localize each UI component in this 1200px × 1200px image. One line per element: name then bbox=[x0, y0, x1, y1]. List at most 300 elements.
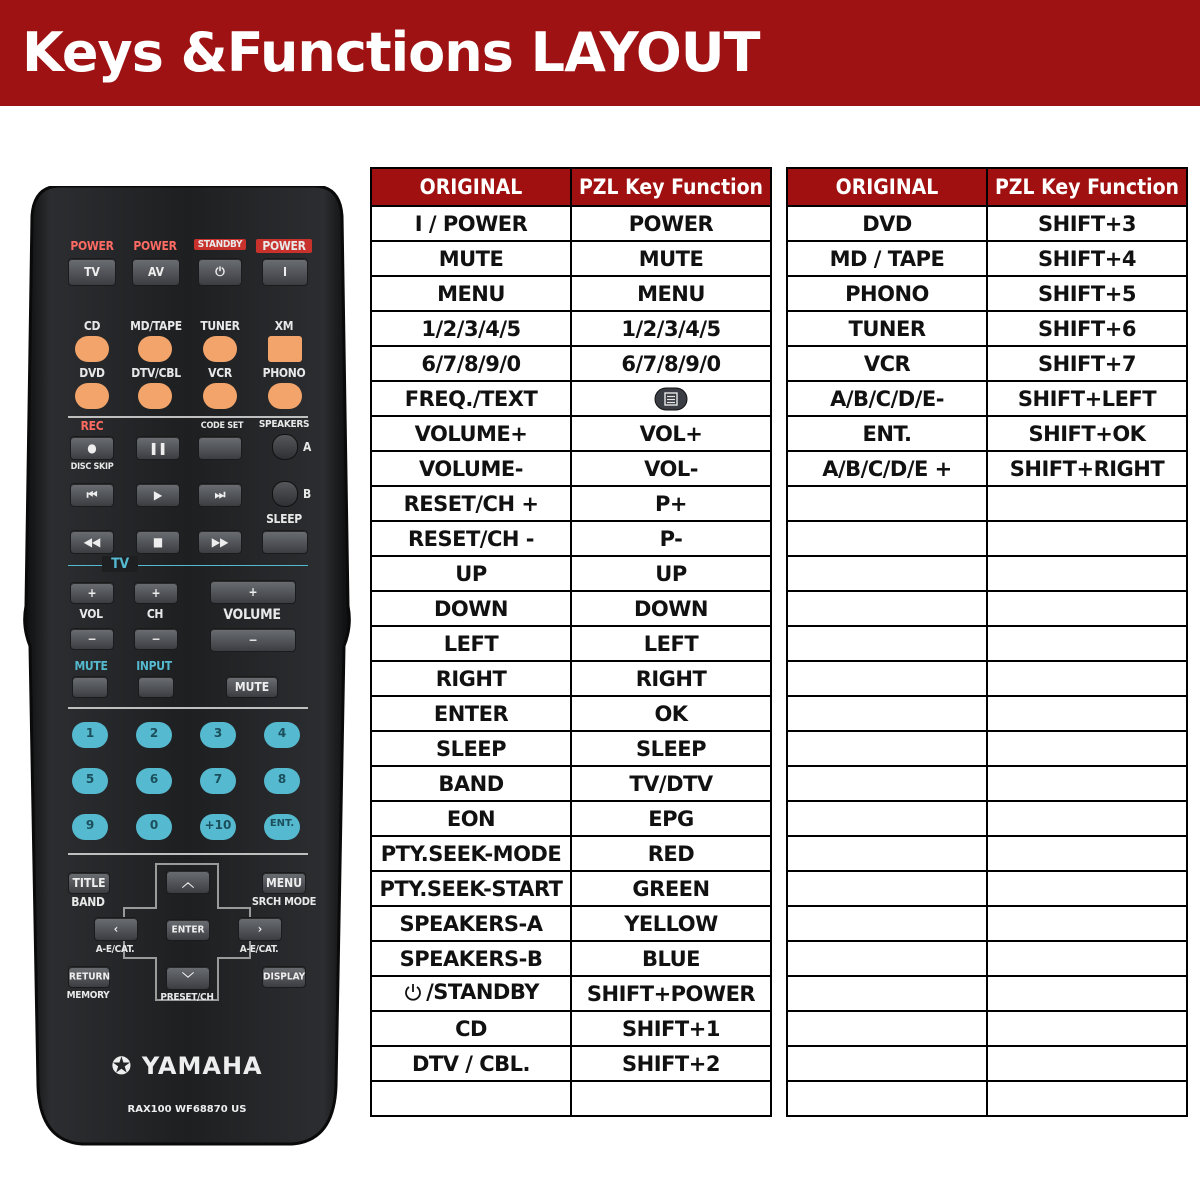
original-key-text: CD bbox=[455, 1016, 487, 1041]
number-key-0[interactable] bbox=[136, 814, 172, 840]
table-row bbox=[787, 591, 1187, 626]
table-row bbox=[371, 626, 771, 661]
number-key-1-label: 1 bbox=[85, 726, 95, 740]
right-button[interactable] bbox=[238, 917, 282, 941]
number-key-7-label: 7 bbox=[213, 772, 223, 786]
number-key-5-label: 5 bbox=[85, 772, 95, 786]
xm-button[interactable] bbox=[268, 336, 302, 362]
ch-label: CH bbox=[146, 607, 164, 621]
table-row bbox=[371, 206, 771, 241]
pzl-function-cell bbox=[987, 626, 1187, 661]
original-key-cell bbox=[371, 1046, 571, 1081]
standby-icon: ⏻ bbox=[215, 264, 225, 279]
pzl-function-cell bbox=[987, 976, 1187, 1011]
original-key-cell bbox=[787, 206, 987, 241]
pzl-function-cell bbox=[571, 521, 771, 556]
original-key-cell bbox=[787, 486, 987, 521]
table-row bbox=[371, 731, 771, 766]
pzl-function-cell bbox=[987, 801, 1187, 836]
original-key-text: RESET/CH + bbox=[403, 491, 539, 516]
original-key-text: MD / TAPE bbox=[829, 246, 945, 271]
pzl-function-cell bbox=[571, 381, 771, 416]
original-key-cell bbox=[371, 486, 571, 521]
pzl-function-cell bbox=[571, 1046, 771, 1081]
original-key-cell bbox=[787, 871, 987, 906]
table-row bbox=[787, 1046, 1187, 1081]
table-row bbox=[787, 311, 1187, 346]
pzl-function-cell bbox=[571, 661, 771, 696]
power-av-button-label: AV bbox=[148, 265, 164, 279]
tv-section-label: TV bbox=[102, 556, 138, 572]
pzl-function-cell bbox=[987, 451, 1187, 486]
table-row bbox=[371, 1011, 771, 1046]
power-on-label: POWER bbox=[256, 239, 312, 253]
enter-button-label: ENTER bbox=[171, 924, 205, 936]
original-key-text: A/B/C/D/E + bbox=[822, 456, 952, 481]
pzl-function-cell bbox=[987, 766, 1187, 801]
pzl-function-text: GREEN bbox=[632, 876, 710, 901]
table-row bbox=[787, 556, 1187, 591]
tv-input-label: INPUT bbox=[136, 659, 172, 673]
table-header-row bbox=[371, 168, 771, 206]
original-key-cell bbox=[787, 591, 987, 626]
pzl-function-text: P+ bbox=[655, 491, 687, 516]
original-key-cell bbox=[787, 626, 987, 661]
number-key-5[interactable] bbox=[72, 768, 108, 794]
pzl-function-cell bbox=[987, 836, 1187, 871]
table-row bbox=[371, 311, 771, 346]
table-row bbox=[371, 591, 771, 626]
number-key-8-label: 8 bbox=[277, 772, 287, 786]
table-row bbox=[371, 451, 771, 486]
original-key-text: SPEAKERS-A bbox=[399, 911, 543, 936]
original-key-cell bbox=[371, 731, 571, 766]
tv-mute-button[interactable] bbox=[72, 676, 108, 698]
stop-button[interactable] bbox=[136, 530, 180, 554]
mute-button-label: MUTE bbox=[234, 680, 270, 694]
number-key-plus10-label: +10 bbox=[204, 818, 232, 832]
dvd-button[interactable] bbox=[75, 383, 109, 409]
original-key-cell bbox=[371, 661, 571, 696]
number-key-9-label: 9 bbox=[85, 818, 95, 832]
table-row bbox=[371, 276, 771, 311]
phono-button[interactable] bbox=[268, 383, 302, 409]
table-row bbox=[371, 521, 771, 556]
pzl-function-cell bbox=[987, 731, 1187, 766]
original-key-text: I / POWER bbox=[414, 211, 528, 236]
number-key-plus10[interactable] bbox=[200, 814, 236, 840]
table-row bbox=[787, 766, 1187, 801]
number-key-ent-label: ENT. bbox=[269, 818, 295, 829]
original-key-cell bbox=[371, 836, 571, 871]
original-key-cell bbox=[787, 661, 987, 696]
mute-button[interactable] bbox=[226, 676, 278, 698]
table-row bbox=[787, 626, 1187, 661]
original-key-text: LEFT bbox=[443, 631, 499, 656]
table-row bbox=[371, 556, 771, 591]
original-key-cell bbox=[787, 451, 987, 486]
cd-label: CD bbox=[83, 319, 101, 333]
pzl-function-cell bbox=[987, 521, 1187, 556]
original-key-cell bbox=[787, 241, 987, 276]
number-key-7[interactable] bbox=[200, 768, 236, 794]
original-key-text: MENU bbox=[437, 281, 505, 306]
display-button-label: DISPLAY bbox=[263, 971, 306, 983]
pzl-function-text: EPG bbox=[648, 806, 694, 831]
minus-icon: − bbox=[151, 632, 161, 646]
original-key-cell bbox=[787, 836, 987, 871]
ae-cat-right-label: A-E/CAT. bbox=[239, 944, 279, 955]
table-row bbox=[371, 346, 771, 381]
original-key-cell bbox=[371, 416, 571, 451]
stop-icon: ■ bbox=[152, 535, 164, 549]
minus-icon: − bbox=[248, 633, 258, 647]
table-row bbox=[371, 661, 771, 696]
pzl-function-cell bbox=[571, 941, 771, 976]
play-button[interactable] bbox=[136, 483, 180, 507]
enter-button[interactable] bbox=[166, 919, 210, 941]
code-set-label: CODE SET bbox=[200, 421, 244, 431]
md-tape-button[interactable] bbox=[138, 336, 172, 362]
pzl-function-text: SHIFT+LEFT bbox=[1017, 386, 1157, 411]
power-on-button-label: I bbox=[282, 265, 287, 279]
number-key-8[interactable] bbox=[264, 768, 300, 794]
table-row bbox=[371, 1081, 771, 1116]
pzl-function-cell bbox=[987, 486, 1187, 521]
pzl-function-cell bbox=[987, 311, 1187, 346]
pzl-function-cell bbox=[571, 486, 771, 521]
original-key-cell bbox=[371, 941, 571, 976]
skip-forward-icon: ⏭ bbox=[214, 487, 226, 502]
speaker-a-label: A bbox=[302, 440, 312, 454]
pzl-function-cell bbox=[571, 731, 771, 766]
plus-icon: + bbox=[151, 586, 161, 600]
tv-ch-down-button[interactable] bbox=[134, 628, 178, 650]
pzl-function-cell bbox=[987, 871, 1187, 906]
pzl-function-cell bbox=[571, 696, 771, 731]
ae-cat-left-label: A-E/CAT. bbox=[95, 944, 135, 955]
pzl-function-text: 1/2/3/4/5 bbox=[621, 316, 721, 341]
up-button[interactable] bbox=[166, 870, 210, 894]
pzl-function-cell bbox=[987, 556, 1187, 591]
divider-1 bbox=[68, 416, 308, 418]
table-row bbox=[787, 206, 1187, 241]
original-key-text: MUTE bbox=[438, 246, 504, 271]
pzl-function-cell bbox=[987, 346, 1187, 381]
original-key-text: SLEEP bbox=[435, 736, 507, 761]
standby-button[interactable] bbox=[198, 258, 242, 286]
original-key-cell bbox=[787, 1081, 987, 1116]
pzl-function-text: SHIFT+2 bbox=[622, 1051, 720, 1076]
pzl-function-text: SHIFT+1 bbox=[622, 1016, 720, 1041]
pzl-function-cell bbox=[987, 381, 1187, 416]
pzl-function-text: LEFT bbox=[643, 631, 699, 656]
power-tv-button-label: TV bbox=[84, 265, 100, 279]
table-row bbox=[371, 871, 771, 906]
power-tv-button[interactable] bbox=[68, 258, 116, 286]
power-on-button[interactable] bbox=[262, 258, 308, 286]
menu-button-label: MENU bbox=[266, 876, 302, 890]
pzl-function-cell bbox=[571, 836, 771, 871]
band-label: BAND bbox=[71, 895, 105, 909]
fast-forward-icon: ▶▶ bbox=[211, 535, 229, 549]
number-key-6[interactable] bbox=[136, 768, 172, 794]
number-key-1[interactable] bbox=[72, 722, 108, 748]
volume-down-button[interactable] bbox=[210, 628, 296, 652]
table-row bbox=[787, 416, 1187, 451]
original-key-text: TUNER bbox=[848, 316, 926, 341]
model-number: RAX100 WF68870 US bbox=[127, 1104, 247, 1115]
tuner-button[interactable] bbox=[203, 336, 237, 362]
original-key-cell bbox=[371, 451, 571, 486]
pzl-function-cell bbox=[571, 801, 771, 836]
pzl-function-text: SHIFT+RIGHT bbox=[1009, 456, 1165, 481]
rec-dot-icon: ● bbox=[87, 441, 97, 455]
return-button-label: RETURN bbox=[69, 971, 110, 983]
original-key-cell bbox=[787, 521, 987, 556]
original-key-cell bbox=[787, 696, 987, 731]
pause-icon: ❚❚ bbox=[148, 441, 168, 455]
memory-label: MEMORY bbox=[66, 990, 110, 1001]
original-key-cell bbox=[787, 766, 987, 801]
power-av-button[interactable] bbox=[132, 258, 180, 286]
original-key-text: VOLUME- bbox=[419, 456, 523, 481]
original-key-text: A/B/C/D/E- bbox=[830, 386, 944, 411]
code-set-button[interactable] bbox=[198, 436, 242, 460]
original-key-cell bbox=[787, 731, 987, 766]
pzl-function-cell bbox=[571, 556, 771, 591]
table-row bbox=[371, 1046, 771, 1081]
table-row bbox=[787, 381, 1187, 416]
power-av-label: POWER bbox=[133, 239, 177, 253]
pzl-function-text: VOL- bbox=[644, 456, 698, 481]
pzl-function-cell bbox=[571, 1011, 771, 1046]
number-key-4[interactable] bbox=[264, 722, 300, 748]
pzl-function-cell bbox=[571, 591, 771, 626]
pause-button[interactable] bbox=[136, 436, 180, 460]
pzl-function-text: SHIFT+5 bbox=[1038, 281, 1136, 306]
number-key-2-label: 2 bbox=[149, 726, 159, 740]
number-key-9[interactable] bbox=[72, 814, 108, 840]
return-button[interactable] bbox=[68, 966, 110, 988]
table-row bbox=[371, 836, 771, 871]
dvd-label: DVD bbox=[79, 366, 105, 380]
menu-button[interactable] bbox=[262, 872, 306, 894]
table-row bbox=[371, 416, 771, 451]
tv-vol-down-button[interactable] bbox=[70, 628, 114, 650]
original-key-text: FREQ./TEXT bbox=[404, 386, 538, 411]
table-row bbox=[787, 731, 1187, 766]
tv-mute-label: MUTE bbox=[74, 659, 108, 673]
original-key-cell bbox=[371, 906, 571, 941]
original-key-text: VOLUME+ bbox=[414, 421, 528, 446]
pzl-function-text: RIGHT bbox=[635, 666, 707, 691]
original-key-cell bbox=[787, 381, 987, 416]
table-row bbox=[787, 906, 1187, 941]
number-key-ent[interactable] bbox=[264, 814, 300, 840]
tv-vol-up-button[interactable] bbox=[70, 582, 114, 604]
pzl-function-cell bbox=[571, 416, 771, 451]
pzl-function-cell bbox=[571, 346, 771, 381]
table-row bbox=[787, 801, 1187, 836]
dtv-cbl-label: DTV/CBL bbox=[131, 366, 181, 380]
volume-up-button[interactable] bbox=[210, 580, 296, 604]
pzl-function-text: SHIFT+7 bbox=[1038, 351, 1136, 376]
pzl-function-cell bbox=[987, 1011, 1187, 1046]
original-key-text: ENTER bbox=[433, 701, 509, 726]
number-key-3[interactable] bbox=[200, 722, 236, 748]
pzl-function-text: SLEEP bbox=[635, 736, 707, 761]
table-row bbox=[371, 801, 771, 836]
minus-icon: − bbox=[87, 632, 97, 646]
pzl-function-cell bbox=[571, 206, 771, 241]
table-row bbox=[787, 696, 1187, 731]
pzl-function-cell bbox=[571, 451, 771, 486]
pzl-function-text: MENU bbox=[637, 281, 705, 306]
chevron-up-icon: ︿ bbox=[181, 875, 194, 890]
rewind-button[interactable] bbox=[70, 530, 114, 554]
original-key-cell bbox=[371, 241, 571, 276]
table-row bbox=[371, 486, 771, 521]
down-button[interactable] bbox=[166, 966, 210, 990]
original-key-text: VCR bbox=[863, 351, 911, 376]
skip-back-button[interactable] bbox=[70, 483, 114, 507]
original-key-text: UP bbox=[455, 561, 487, 586]
original-key-text: ENT. bbox=[862, 421, 912, 446]
skip-forward-button[interactable] bbox=[198, 483, 242, 507]
number-key-0-label: 0 bbox=[149, 818, 159, 832]
plus-icon: + bbox=[87, 586, 97, 600]
pzl-function-cell bbox=[987, 591, 1187, 626]
pzl-function-text: VOL+ bbox=[639, 421, 703, 446]
original-key-cell bbox=[371, 311, 571, 346]
original-key-cell bbox=[371, 801, 571, 836]
table-row bbox=[787, 976, 1187, 1011]
original-key-text: PTY.SEEK-MODE bbox=[380, 841, 562, 866]
pzl-function-cell bbox=[987, 206, 1187, 241]
left-button[interactable] bbox=[94, 917, 138, 941]
table-row bbox=[371, 906, 771, 941]
dtv-cbl-button[interactable] bbox=[138, 383, 172, 409]
pzl-function-text: DOWN bbox=[633, 596, 709, 621]
original-key-cell bbox=[371, 626, 571, 661]
table-row bbox=[371, 976, 771, 1011]
key-function-table-right bbox=[786, 167, 1188, 1117]
pzl-function-cell bbox=[571, 241, 771, 276]
pzl-function-text: RED bbox=[647, 841, 695, 866]
phono-label: PHONO bbox=[262, 366, 306, 380]
original-key-cell bbox=[371, 766, 571, 801]
pzl-function-text: P- bbox=[659, 526, 683, 551]
standby-cell-content bbox=[403, 980, 539, 1004]
table-row bbox=[787, 241, 1187, 276]
speakers-b-button[interactable] bbox=[272, 481, 298, 507]
tv-input-button[interactable] bbox=[138, 676, 174, 698]
rec-button[interactable] bbox=[70, 436, 114, 460]
table-row bbox=[371, 766, 771, 801]
pzl-header: PZL Key Function bbox=[571, 168, 771, 206]
play-icon: ▶ bbox=[153, 488, 163, 502]
tuning-fork-icon: ✪ bbox=[111, 1052, 133, 1080]
original-key-cell bbox=[787, 1046, 987, 1081]
standby-power-icon bbox=[403, 982, 423, 1002]
pzl-function-cell bbox=[987, 241, 1187, 276]
original-key-text: DTV / CBL. bbox=[411, 1051, 531, 1076]
pzl-function-cell bbox=[987, 1081, 1187, 1116]
original-key-text: PTY.SEEK-START bbox=[379, 876, 563, 901]
table-row bbox=[787, 521, 1187, 556]
title-button[interactable] bbox=[68, 872, 110, 894]
original-key-cell bbox=[371, 1081, 571, 1116]
original-key-cell bbox=[787, 346, 987, 381]
pzl-function-text: 6/7/8/9/0 bbox=[621, 351, 721, 376]
original-key-text: 1/2/3/4/5 bbox=[421, 316, 521, 341]
title-button-label: TITLE bbox=[72, 876, 106, 890]
original-key-cell bbox=[371, 381, 571, 416]
table-header-row bbox=[787, 168, 1187, 206]
speakers-a-button[interactable] bbox=[272, 434, 298, 460]
key-function-table-left bbox=[370, 167, 772, 1117]
number-key-2[interactable] bbox=[136, 722, 172, 748]
cd-button[interactable] bbox=[75, 336, 109, 362]
rec-label: REC bbox=[80, 419, 104, 433]
tv-ch-up-button[interactable] bbox=[134, 582, 178, 604]
original-key-cell bbox=[787, 941, 987, 976]
original-key-cell bbox=[787, 311, 987, 346]
original-key-cell bbox=[371, 521, 571, 556]
pzl-function-cell bbox=[571, 626, 771, 661]
table-row bbox=[787, 871, 1187, 906]
pzl-function-cell bbox=[571, 1081, 771, 1116]
original-header: ORIGINAL bbox=[371, 168, 571, 206]
pzl-function-text: MUTE bbox=[638, 246, 704, 271]
brand-name: YAMAHA bbox=[141, 1052, 263, 1080]
pzl-function-text: BLUE bbox=[641, 946, 701, 971]
number-key-4-label: 4 bbox=[277, 726, 287, 740]
pzl-function-cell bbox=[987, 1046, 1187, 1081]
table-row bbox=[787, 836, 1187, 871]
original-key-cell bbox=[787, 276, 987, 311]
pzl-function-text: UP bbox=[655, 561, 687, 586]
display-button[interactable] bbox=[262, 966, 306, 988]
pzl-function-cell bbox=[571, 976, 771, 1011]
md-tape-label: MD/TAPE bbox=[130, 319, 182, 333]
pzl-function-cell bbox=[987, 941, 1187, 976]
table-row bbox=[787, 661, 1187, 696]
pzl-function-text: SHIFT+OK bbox=[1028, 421, 1146, 446]
fast-forward-button[interactable] bbox=[198, 530, 242, 554]
standby-label: STANDBY bbox=[194, 239, 246, 250]
pzl-function-text: YELLOW bbox=[624, 911, 718, 936]
vcr-button[interactable] bbox=[203, 383, 237, 409]
preset-ch-label: PRESET/CH bbox=[160, 992, 214, 1003]
remote-control bbox=[22, 186, 352, 1146]
speaker-b-label: B bbox=[303, 487, 311, 501]
original-key-cell bbox=[371, 206, 571, 241]
speakers-label: SPEAKERS bbox=[258, 419, 310, 430]
original-key-cell bbox=[787, 906, 987, 941]
page-title: Keys &Functions LAYOUT bbox=[22, 21, 760, 84]
vcr-label: VCR bbox=[208, 366, 232, 380]
volume-label: VOLUME bbox=[223, 607, 281, 623]
pzl-function-text: TV/DTV bbox=[629, 771, 713, 796]
original-key-cell bbox=[787, 801, 987, 836]
pzl-function-text: SHIFT+3 bbox=[1038, 211, 1136, 236]
divider-3 bbox=[68, 853, 308, 855]
sleep-button[interactable] bbox=[262, 530, 308, 554]
number-key-6-label: 6 bbox=[149, 772, 159, 786]
table-row bbox=[371, 696, 771, 731]
